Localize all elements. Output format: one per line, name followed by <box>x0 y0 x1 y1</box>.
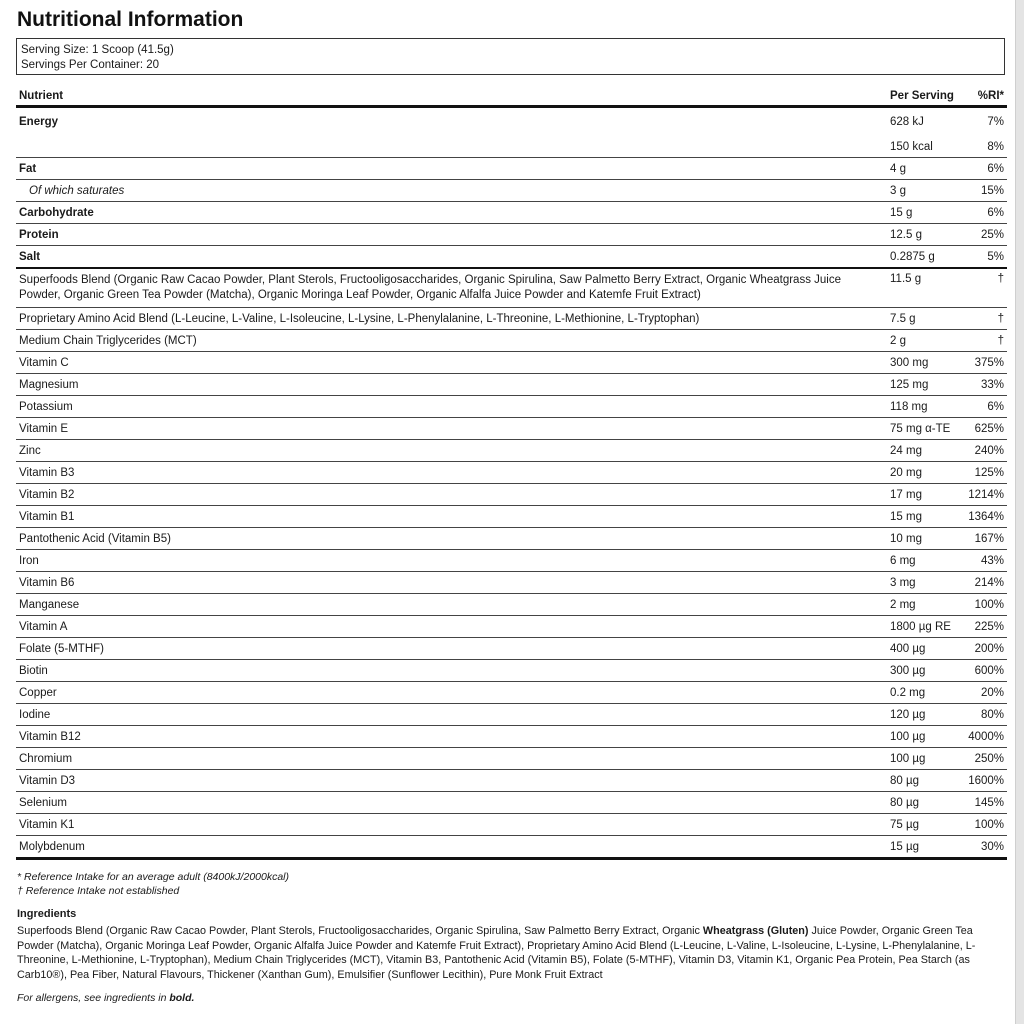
nutrient-name: Iodine <box>16 704 887 726</box>
micronutrient-row <box>16 374 1007 396</box>
page-title: Nutritional Information <box>17 8 244 31</box>
table-header-row <box>16 86 1007 107</box>
nutrient-ri: 43% <box>963 550 1007 572</box>
nutrient-value: 24 mg <box>887 440 963 462</box>
ingredients-text-before: Superfoods Blend (Organic Raw Cacao Powder, Plant Sterols, Fructooligosaccharides, Organic Spirulina, Saw Palmetto Berry Extract, Organic <box>17 925 703 937</box>
nutrient-ri: 33% <box>963 374 1007 396</box>
nutrient-value: 3 g <box>887 180 963 202</box>
nutrient-ri: 125% <box>963 462 1007 484</box>
nutrient-name: Folate (5-MTHF) <box>16 638 887 660</box>
nutrient-value: 300 mg <box>887 352 963 374</box>
nutrient-value: 118 mg <box>887 396 963 418</box>
serving-size: Serving Size: 1 Scoop (41.5g) <box>21 44 174 56</box>
nutrient-value: 100 µg <box>887 748 963 770</box>
micronutrient-row <box>16 704 1007 726</box>
nutrient-value: 80 µg <box>887 792 963 814</box>
macro-row-fat <box>16 158 1007 180</box>
nutrient-value: 10 mg <box>887 528 963 550</box>
nutrient-ri: 5% <box>963 246 1007 269</box>
nutrient-name: Superfoods Blend (Organic Raw Cacao Powder, Plant Sterols, Fructooligosaccharides, Organic Spirulina, Saw Palmetto Berry Extract, Organic Wheatgrass Juice Powder, Organic Green Tea Powder (Matcha), Organic Moringa Leaf Powder, Organic Alfalfa Juice Powder and Katemfe Fruit Extract) <box>16 268 887 308</box>
micronutrient-row <box>16 484 1007 506</box>
nutrient-name: Carbohydrate <box>16 202 887 224</box>
micronutrient-row <box>16 638 1007 660</box>
header-ri: %RI* <box>963 86 1007 107</box>
nutrient-value: 15 mg <box>887 506 963 528</box>
servings-per-container: Servings Per Container: 20 <box>21 59 160 71</box>
ingredients-allergen: Wheatgrass (Gluten) <box>702 925 809 937</box>
micronutrient-row <box>16 550 1007 572</box>
micronutrient-row <box>16 506 1007 528</box>
nutrient-ri: † <box>963 308 1007 330</box>
macro-row-protein <box>16 224 1007 246</box>
nutrient-ri: 4000% <box>963 726 1007 748</box>
macro-row-carbohydrate <box>16 202 1007 224</box>
micronutrient-row <box>16 660 1007 682</box>
micronutrient-row <box>16 418 1007 440</box>
nutrient-ri: 25% <box>963 224 1007 246</box>
nutrient-value: 300 µg <box>887 660 963 682</box>
nutrient-name: Pantothenic Acid (Vitamin B5) <box>16 528 887 550</box>
nutrient-value: 0.2 mg <box>887 682 963 704</box>
nutrient-ri: 200% <box>963 638 1007 660</box>
nutrient-value: 17 mg <box>887 484 963 506</box>
nutrient-name: Protein <box>16 224 887 246</box>
nutrient-ri: 240% <box>963 440 1007 462</box>
micronutrient-row <box>16 682 1007 704</box>
micronutrient-row <box>16 396 1007 418</box>
nutrient-value: 15 g <box>887 202 963 224</box>
nutrient-value: 20 mg <box>887 462 963 484</box>
nutrient-value: 100 µg <box>887 726 963 748</box>
nutrient-ri: 1214% <box>963 484 1007 506</box>
micronutrient-row <box>16 440 1007 462</box>
nutrient-ri: 15% <box>963 180 1007 202</box>
serving-info-box <box>16 38 1005 75</box>
nutrient-name: Vitamin B3 <box>16 462 887 484</box>
nutrient-value: 0.2875 g <box>887 246 963 269</box>
window-right-edge <box>1015 0 1024 1024</box>
micronutrient-row <box>16 462 1007 484</box>
nutrient-name: Energy <box>19 116 58 128</box>
allergen-note <box>17 992 194 1004</box>
nutrient-ri: 6% <box>963 202 1007 224</box>
nutrient-ri: 625% <box>963 418 1007 440</box>
allergen-note-bold: bold. <box>169 992 195 1004</box>
nutrient-name: Vitamin D3 <box>16 770 887 792</box>
micronutrient-row <box>16 352 1007 374</box>
nutrient-name: Vitamin E <box>16 418 887 440</box>
nutrient-value: 2 mg <box>887 594 963 616</box>
nutrient-name: Selenium <box>16 792 887 814</box>
micronutrient-row <box>16 748 1007 770</box>
nutrient-ri: 80% <box>963 704 1007 726</box>
nutrient-ri: 1600% <box>963 770 1007 792</box>
nutrient-ri: 145% <box>963 792 1007 814</box>
micronutrient-row <box>16 836 1007 859</box>
nutrient-value: 6 mg <box>887 550 963 572</box>
nutrient-value: 1800 µg RE <box>887 616 963 638</box>
nutrient-ri: 8% <box>963 136 1007 158</box>
header-nutrient: Nutrient <box>16 86 887 107</box>
nutrient-value: 120 µg <box>887 704 963 726</box>
nutrient-value: 75 µg <box>887 814 963 836</box>
ingredients-title: Ingredients <box>17 908 77 920</box>
nutrient-name: Biotin <box>16 660 887 682</box>
nutrient-ri: 6% <box>963 158 1007 180</box>
blend-row-superfoods <box>16 268 1007 308</box>
nutrient-ri: 167% <box>963 528 1007 550</box>
nutrient-value: 628 kJ <box>890 116 924 128</box>
nutrient-ri: † <box>963 330 1007 352</box>
nutrient-name: Molybdenum <box>16 836 887 859</box>
nutrient-ri: 600% <box>963 660 1007 682</box>
nutrient-value: 4 g <box>887 158 963 180</box>
nutrient-name: Fat <box>16 158 887 180</box>
nutrient-value: 80 µg <box>887 770 963 792</box>
allergen-note-prefix: For allergens, see ingredients in <box>17 992 170 1004</box>
nutrient-ri: 250% <box>963 748 1007 770</box>
footnote-ri: * Reference Intake for an average adult (8400kJ/2000kcal) <box>17 871 290 883</box>
macro-row-saturates <box>16 180 1007 202</box>
nutrient-name: Chromium <box>16 748 887 770</box>
nutrient-ri: 100% <box>963 594 1007 616</box>
blend-row-mct <box>16 330 1007 352</box>
nutrient-name: Medium Chain Triglycerides (MCT) <box>16 330 887 352</box>
micronutrient-row <box>16 572 1007 594</box>
nutrient-ri: 100% <box>963 814 1007 836</box>
nutrient-value: 12.5 g <box>887 224 963 246</box>
nutrient-value: 15 µg <box>887 836 963 859</box>
nutrient-name: Vitamin B12 <box>16 726 887 748</box>
nutrient-name: Copper <box>16 682 887 704</box>
nutrient-ri: 225% <box>963 616 1007 638</box>
micronutrient-row <box>16 726 1007 748</box>
nutrient-ri: 20% <box>963 682 1007 704</box>
nutrient-ri: † <box>963 268 1007 308</box>
nutrient-name: Vitamin B1 <box>16 506 887 528</box>
nutrient-name: Salt <box>16 246 887 269</box>
nutrient-name: Vitamin K1 <box>16 814 887 836</box>
nutrient-name: Proprietary Amino Acid Blend (L-Leucine, L-Valine, L-Isoleucine, L-Lysine, L-Phenylalanine, L-Threonine, L-Methionine, L-Tryptophan) <box>16 308 887 330</box>
micronutrient-row <box>16 792 1007 814</box>
nutrient-name: Manganese <box>16 594 887 616</box>
nutrient-name: Vitamin B6 <box>16 572 887 594</box>
nutrient-ri: 375% <box>963 352 1007 374</box>
nutrient-name: Zinc <box>16 440 887 462</box>
nutrient-ri: 214% <box>963 572 1007 594</box>
nutrient-value: 11.5 g <box>887 268 963 308</box>
micronutrient-row <box>16 616 1007 638</box>
micronutrient-row <box>16 528 1007 550</box>
nutrient-ri: 7% <box>987 116 1004 128</box>
nutrient-value: 2 g <box>887 330 963 352</box>
nutrient-name: Vitamin A <box>16 616 887 638</box>
footnote-dagger: † Reference Intake not established <box>17 885 180 897</box>
nutrient-ri: 1364% <box>963 506 1007 528</box>
macro-row-salt <box>16 246 1007 269</box>
nutrient-name: Vitamin B2 <box>16 484 887 506</box>
nutrient-value: 125 mg <box>887 374 963 396</box>
blend-row-amino <box>16 308 1007 330</box>
nutrient-ri: 30% <box>963 836 1007 859</box>
ingredients-text <box>17 924 1005 982</box>
energy-row-kcal <box>16 136 1007 158</box>
nutrient-ri: 6% <box>963 396 1007 418</box>
nutrient-name: Of which saturates <box>16 180 887 202</box>
micronutrient-row <box>16 770 1007 792</box>
nutrient-value: 3 mg <box>887 572 963 594</box>
nutrient-name: Magnesium <box>16 374 887 396</box>
nutrient-name <box>16 136 887 158</box>
nutrition-table <box>16 86 1007 860</box>
nutrient-value: 400 µg <box>887 638 963 660</box>
micronutrient-row <box>16 594 1007 616</box>
nutrient-name: Iron <box>16 550 887 572</box>
nutrient-value: 75 mg α-TE <box>887 418 963 440</box>
nutrient-name: Vitamin C <box>16 352 887 374</box>
nutrient-value: 150 kcal <box>887 136 963 158</box>
header-per-serving: Per Serving <box>887 86 963 107</box>
nutrient-value: 7.5 g <box>887 308 963 330</box>
nutrient-name: Potassium <box>16 396 887 418</box>
energy-row-kj <box>16 107 1007 137</box>
ingredients-text-after: Juice Powder, Organic Green Tea Powder (Matcha), Organic Moringa Leaf Powder, Organic Alfalfa Juice Powder and Katemfe Fruit Extract), Proprietary Amino Acid Blend (L-Leucine, L-Valine, L-Isoleucine, L-Lysine, L-Phenylalanine, L-Threonine, L-Methionine, L-Tryptophan), Medium Chain Triglycerides (MCT), Vitamin B3, Pantothenic Acid (Vitamin B5), Folate (5-MTHF), Vitamin D3, Vitamin K1, Organic Pea Protein, Pea Starch (as Carb10®), Pea Fiber, Natural Flavours, Thickener (Xanthan Gum), Emulsifier (Sunflower Lecithin), Pure Monk Fruit Extract <box>17 925 976 981</box>
micronutrient-row <box>16 814 1007 836</box>
